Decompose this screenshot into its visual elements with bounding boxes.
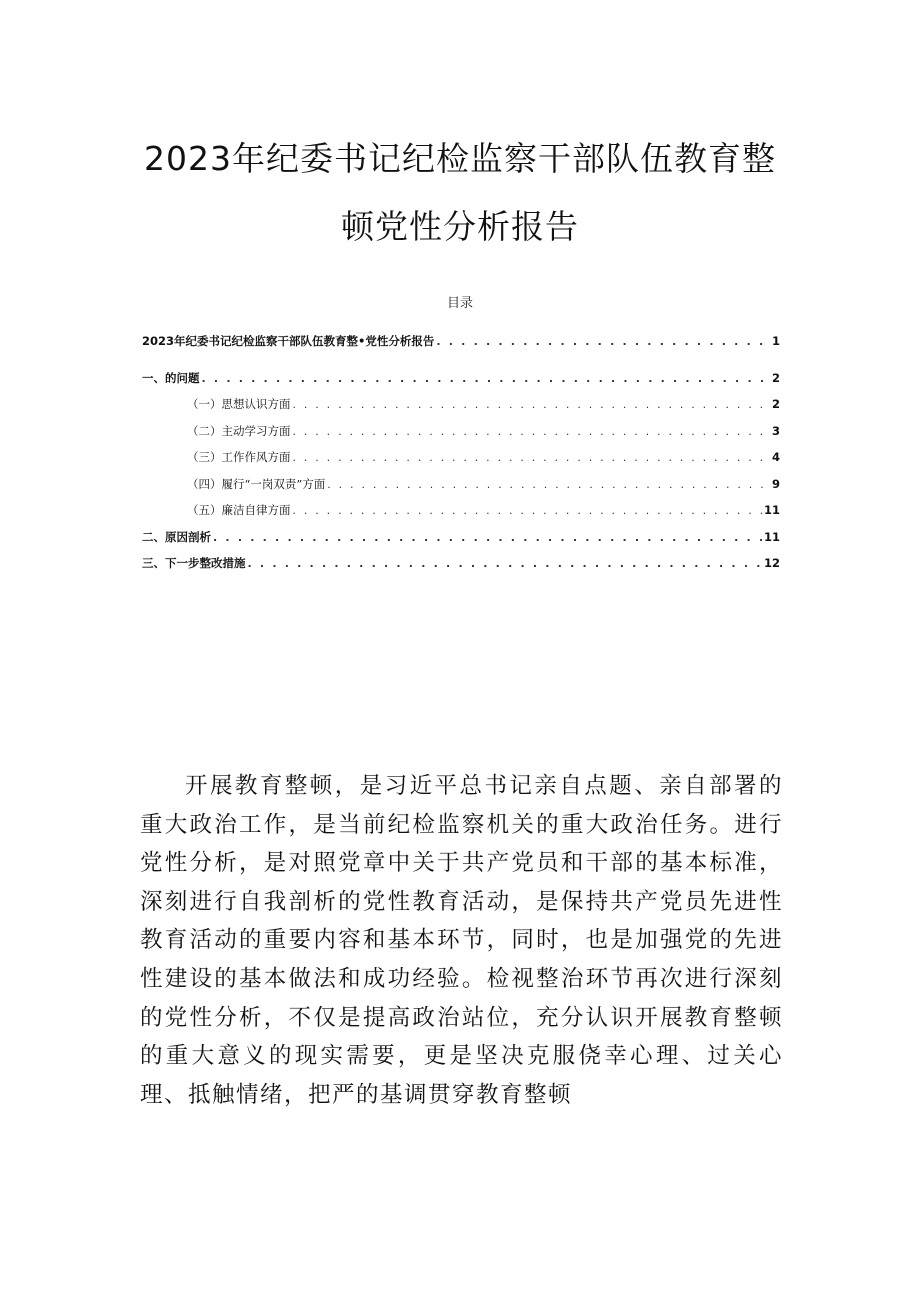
toc-entry[interactable] — [142, 555, 780, 571]
toc-entry-label: （五）廉洁自律方面 — [187, 503, 291, 517]
toc-entry[interactable] — [142, 333, 780, 349]
toc-entry-label: （一）思想认识方面 — [187, 397, 291, 411]
toc-entry[interactable] — [142, 370, 780, 386]
toc-entry-label: （四）履行“一岗双责”方面 — [187, 477, 326, 491]
toc-entry-label: 一、的问题 — [142, 371, 200, 385]
toc-leader — [327, 478, 770, 491]
body-paragraph: 开展教育整顿，是习近平总书记亲自点题、亲自部署的重大政治工作，是当前纪检监察机关的重大政治任务。进行党性分析，是对照党章中关于共产党员和干部的基本标准，深刻进行自我剖析的党性教育活动，是保持共产党员先进性教育活动的重要内容和基本环节，同时，也是加强党的先进性建设的基本做法和成功经验。检视整治环节再次进行深刻的党性分析，不仅是提高政治站位，充分认识开展教育整顿的重大意义的现实需要，更是坚决克服侥幸心理、过关心理、抵触情绪，把严的基调贯穿教育整顿 — [140, 773, 783, 1108]
toc-entry[interactable] — [187, 396, 780, 412]
toc-entry-page: 12 — [763, 556, 780, 570]
toc-entry-page: 11 — [763, 530, 780, 544]
toc-entry-page: 2 — [771, 397, 780, 411]
toc-leader — [293, 398, 770, 411]
toc-entry[interactable] — [187, 502, 780, 518]
toc-entry-label: （三）工作作风方面 — [187, 450, 291, 464]
toc-entry-page: 11 — [763, 503, 780, 517]
toc-heading: 目录 — [446, 296, 473, 311]
toc-entry-label: 2023年纪委书记纪检监察干部队伍教育整•党性分析报告 — [142, 334, 435, 348]
toc-entry-label: 三、下一步整改措施 — [142, 556, 246, 570]
document-title-line-1: 2023年纪委书记纪检监察干部队伍教育整 — [144, 139, 776, 178]
toc-entry-page: 3 — [771, 424, 780, 438]
toc-leader — [248, 557, 762, 570]
toc-entry-page: 2 — [771, 371, 780, 385]
toc-leader — [293, 425, 770, 438]
document-title-line-2: 顿党性分析报告 — [341, 207, 579, 246]
toc-entry[interactable] — [187, 423, 780, 439]
toc-leader — [202, 372, 770, 385]
toc-entry-label: 二、原因剖析 — [142, 530, 211, 544]
toc-entry-page: 1 — [771, 334, 780, 348]
toc-leader — [436, 335, 770, 348]
toc-entry[interactable] — [187, 476, 780, 492]
toc-leader — [293, 504, 762, 517]
toc-leader — [213, 531, 762, 544]
toc-leader — [293, 451, 770, 464]
toc-entry-page: 9 — [771, 477, 780, 491]
toc-entry-page: 4 — [771, 450, 780, 464]
toc-entry[interactable] — [142, 529, 780, 545]
toc-entry[interactable] — [187, 449, 780, 465]
toc-entry-label: （二）主动学习方面 — [187, 424, 291, 438]
